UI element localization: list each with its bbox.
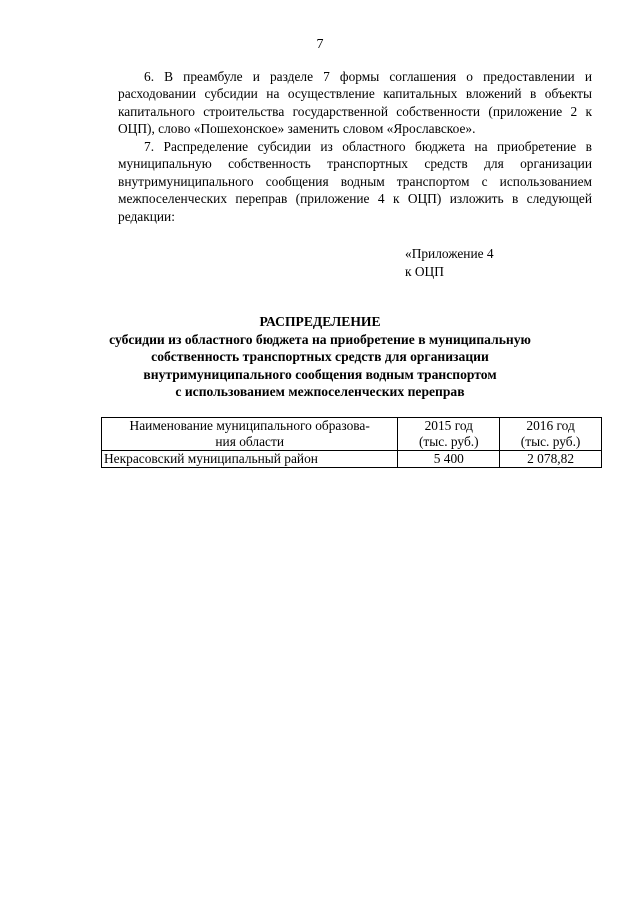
header-year-2016-line-1: 2016 год <box>526 418 575 433</box>
appendix-reference-line-1: «Приложение 4 <box>405 246 494 261</box>
document-heading <box>0 313 640 401</box>
header-year-2016 <box>500 418 602 451</box>
appendix-reference-line-2: к ОЦП <box>405 264 444 279</box>
heading-line-4: с использованием межпоселенческих переправ <box>175 384 465 400</box>
paragraph-7-block <box>118 138 592 225</box>
header-year-2015-line-2: (тыс. руб.) <box>418 434 479 449</box>
header-year-2015-line-1: 2015 год <box>424 418 473 433</box>
heading-line-1: субсидии из областного бюджета на приобретение в муниципальную <box>109 331 531 347</box>
cell-amount-2015: 5 400 <box>398 451 500 468</box>
table-row <box>102 451 602 468</box>
table-header-row <box>102 418 602 451</box>
header-year-2016-line-2: (тыс. руб.) <box>520 434 581 449</box>
heading-title: РАСПРЕДЕЛЕНИЕ <box>259 314 381 329</box>
appendix-reference <box>405 245 494 281</box>
header-year-2015 <box>398 418 500 451</box>
paragraph-6-block <box>118 68 592 138</box>
paragraph-7: 7. Распределение субсидии из областного бюджета на приобретение в муниципальную собственность транспортных средств для организации внутримуниципального сообщения водным транспортом с использованием межпоселенческих переправ (приложение 4 к ОЦП) изложить в следующей редакции: <box>118 139 592 224</box>
page-number: 7 <box>316 37 324 52</box>
paragraph-6: 6. В преамбуле и разделе 7 формы соглашения о предоставлении и расходовании субсидии на осуществление капитальных вложений в объекты капитального строительства государственной собственности (приложение 2 к ОЦП), слово «Пошехонское» заменить словом «Ярославское». <box>118 69 592 137</box>
cell-amount-2016: 2 078,82 <box>500 451 602 468</box>
header-municipality-name <box>102 418 398 451</box>
cell-municipality-name: Некрасовский муниципальный район <box>102 451 398 468</box>
heading-line-3: внутримуниципального сообщения водным транспортом <box>143 366 497 382</box>
header-municipality-name-line-2: ния области <box>215 434 284 449</box>
heading-line-2: собственность транспортных средств для организации <box>151 349 489 365</box>
subsidy-distribution-table <box>101 417 602 468</box>
header-municipality-name-line-1: Наименование муниципального образова- <box>129 418 370 433</box>
